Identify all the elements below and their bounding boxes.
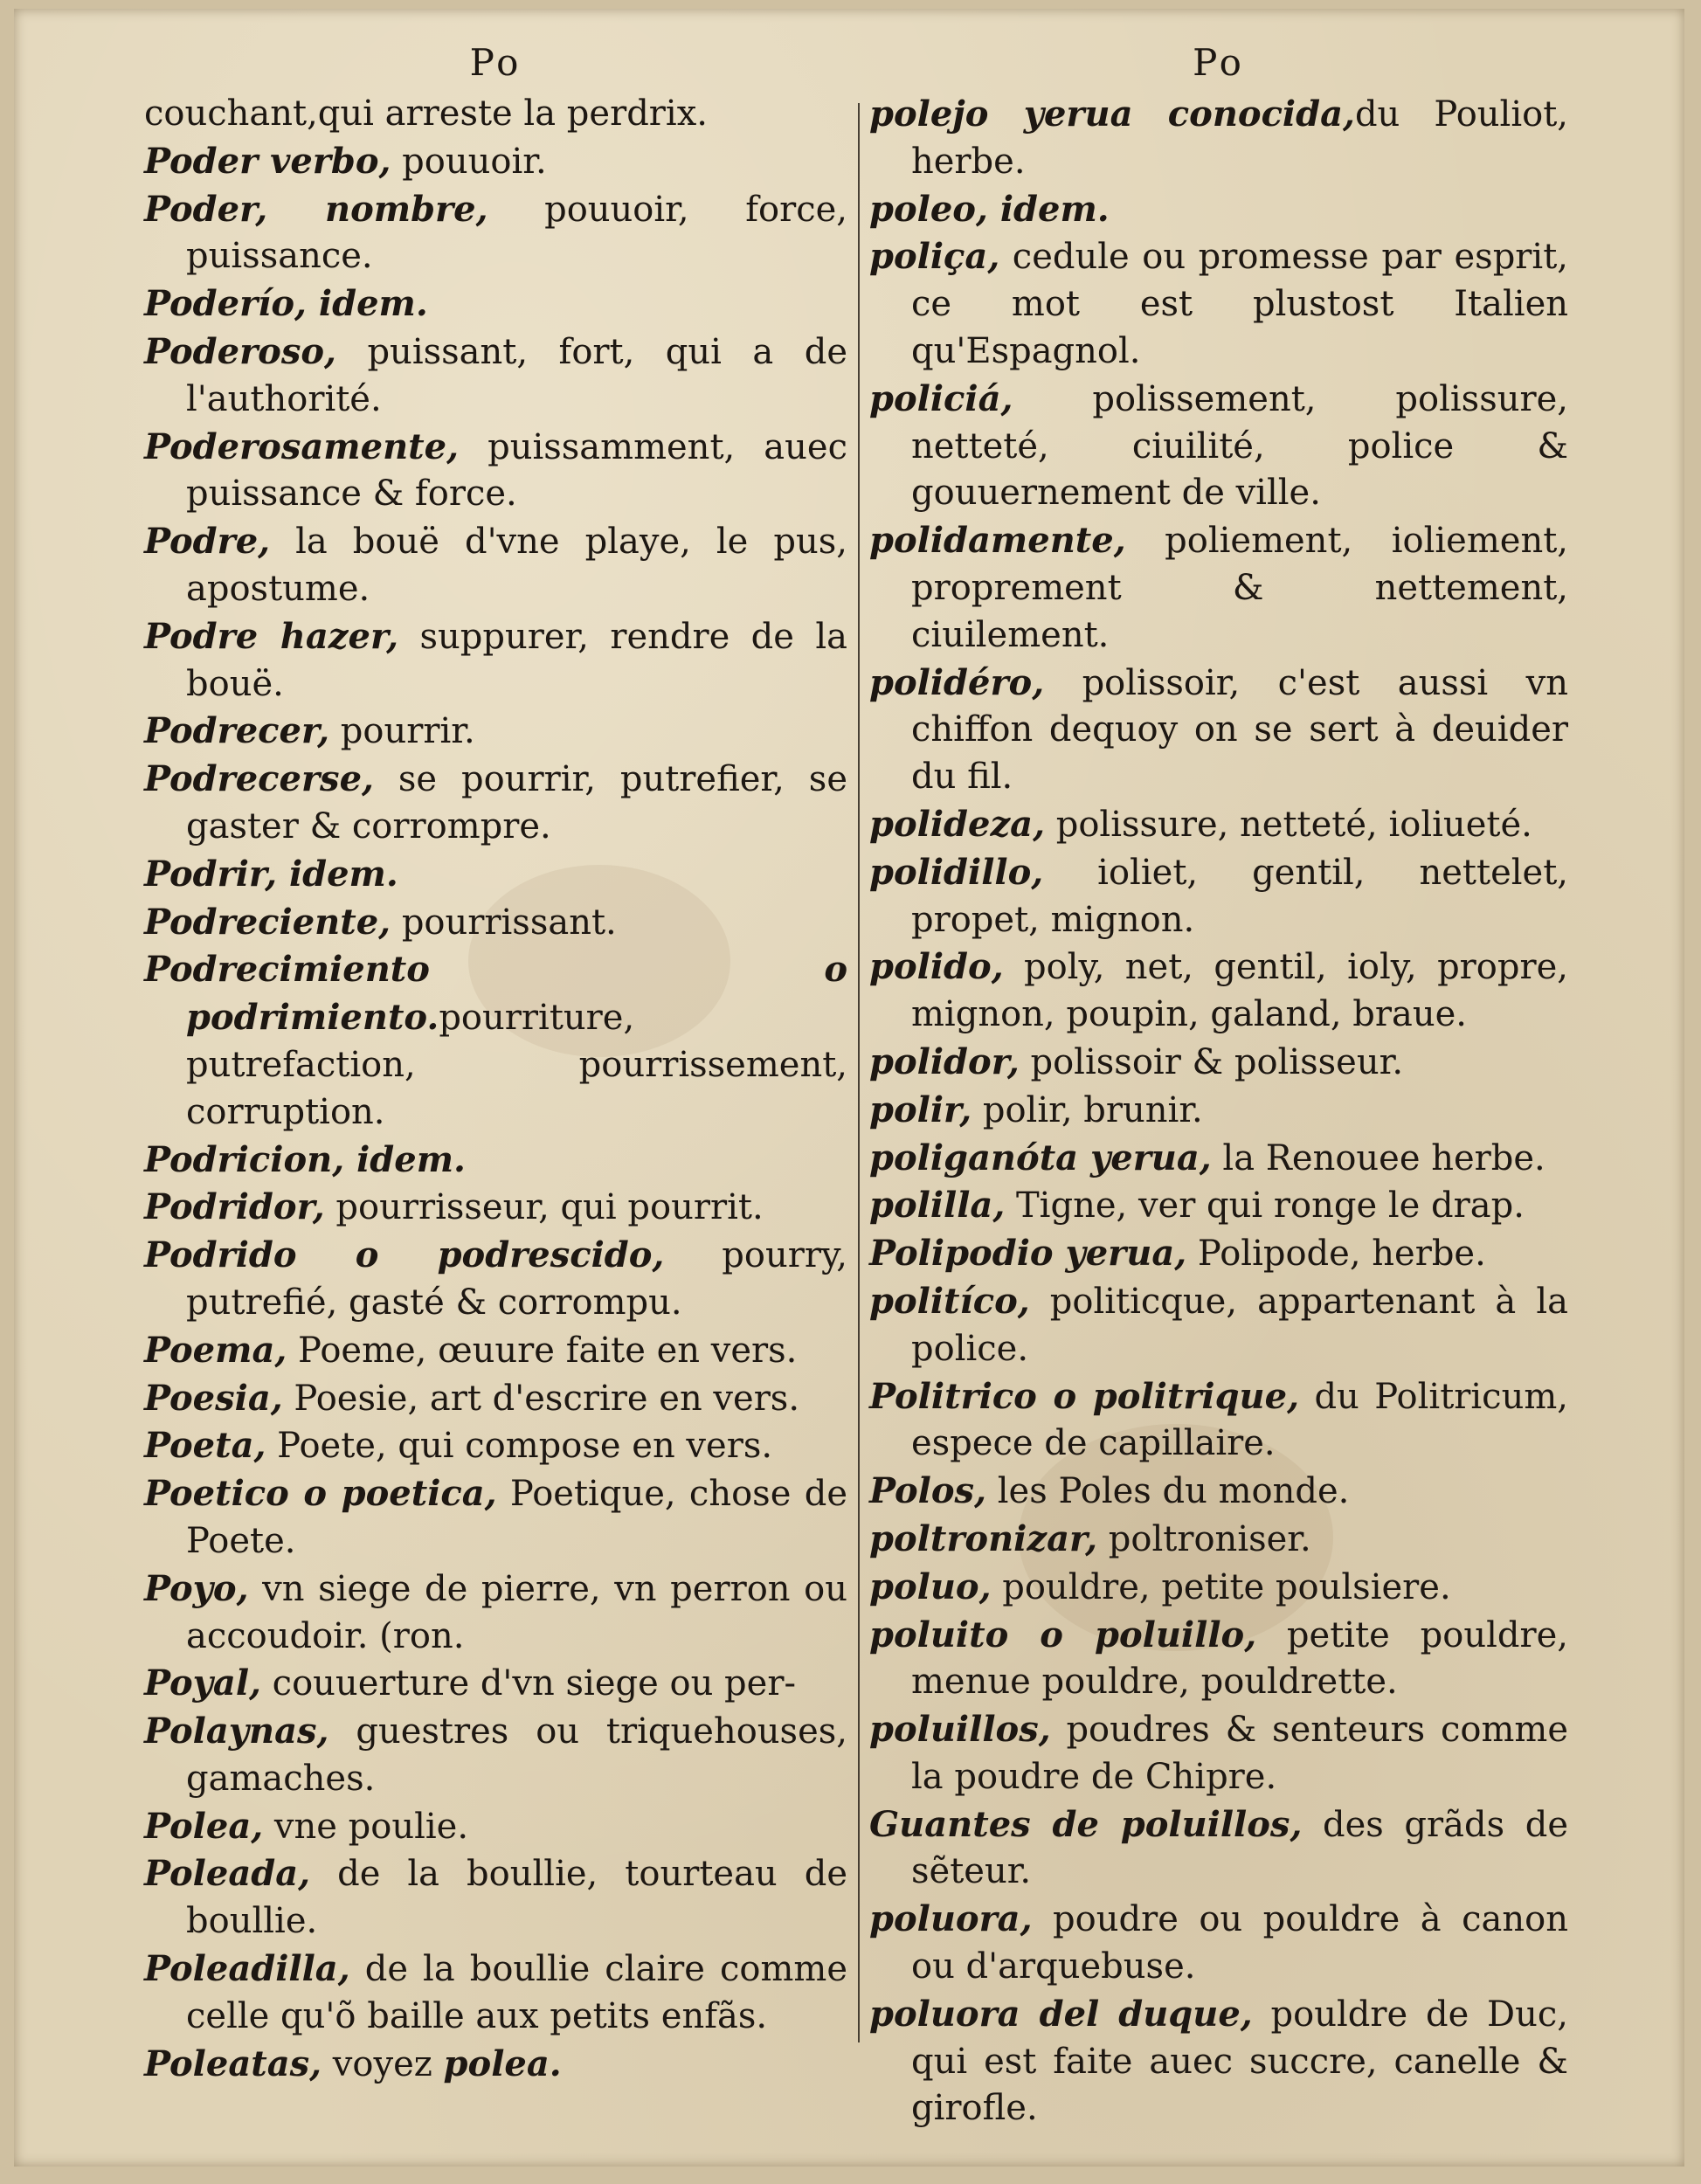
entry-headword: Polaynas, (144, 1711, 329, 1752)
dictionary-entry (144, 1422, 847, 1470)
entry-definition: politicque, appartenant à la police. (911, 1281, 1568, 1369)
entry-headword: Poderío, idem. (144, 283, 428, 325)
entry-definition: poudre ou pouldre à canon ou d'arquebuse. (911, 1899, 1568, 1987)
entry-definition: polissure, netteté, ioliueté. (1045, 804, 1532, 845)
dictionary-entry (144, 1708, 847, 1803)
entry-headword: Podre, (144, 521, 271, 563)
entry-headword: politíco, (869, 1280, 1030, 1322)
dictionary-entry (144, 518, 847, 613)
running-header-left: Po (469, 41, 522, 84)
dictionary-entry (144, 1184, 847, 1232)
entry-headword: Podreciente, (144, 901, 391, 943)
entry-definition: Poeme, œuure faite en vers. (287, 1330, 798, 1371)
dictionary-entry (144, 328, 847, 424)
dictionary-entry (869, 1135, 1568, 1183)
entry-definition: poliement, ioliement, proprement & nettement, ciuilement. (911, 521, 1568, 655)
dictionary-entry (869, 801, 1568, 849)
dictionary-entry (144, 1803, 847, 1851)
entry-headword: Poder verbo, (144, 140, 391, 182)
entry-headword: Podre hazer, (144, 615, 399, 657)
dictionary-entry (144, 1232, 847, 1327)
entry-definition: des grãds de sẽteur. (911, 1804, 1569, 1892)
entry-headword: Polipodio yerua, (869, 1233, 1187, 1275)
dictionary-entry (869, 91, 1568, 186)
dictionary-entry (144, 1946, 847, 2041)
left-column (144, 35, 847, 2088)
entry-headword: Poleatas, (144, 2042, 322, 2084)
entry-headword: poliganóta yerua, (869, 1137, 1212, 1178)
entry-headword: poliça, (869, 236, 1000, 278)
dictionary-entry (869, 1516, 1568, 1564)
entry-headword: Podrir, idem. (144, 853, 398, 895)
entry-headword: Poesia, (144, 1377, 283, 1419)
dictionary-entry (869, 1373, 1568, 1469)
entry-headword: Podricion, idem. (144, 1138, 466, 1180)
entry-definition: vne poulie. (263, 1806, 469, 1847)
entry-definition: poltroniser. (1097, 1518, 1311, 1559)
entry-definition: la bouë d'vne playe, le pus, apostume. (186, 522, 847, 609)
entry-headword: Guantes de poluillos, (869, 1803, 1303, 1845)
dictionary-entry (144, 946, 847, 1136)
entry-definition: pourriture, putrefaction, pourrissement, corruption. (186, 998, 847, 1132)
entry-definition: suppurer, rendre de la bouë. (186, 616, 847, 704)
entry-definition: vn siege de pierre, vn perron ou accoudoir. (ron. (186, 1568, 847, 1656)
dictionary-entry (144, 1375, 847, 1423)
entry-definition: polissoir & polisseur. (1019, 1041, 1404, 1082)
dictionary-entry (144, 899, 847, 947)
dictionary-entry (144, 708, 847, 756)
entry-definition: Poetique, chose de Poete. (186, 1474, 847, 1561)
entry-headword: Poetico o poetica, (144, 1473, 497, 1515)
entry-definition: pourry, putrefié, gasté & corrompu. (186, 1235, 847, 1323)
entry-headword: poluora del duque, (869, 1993, 1253, 2035)
entry-definition: Polipode, herbe. (1186, 1234, 1486, 1275)
entry-headword: Podrecimiento o podrimiento. (144, 949, 847, 1039)
dictionary-entry (869, 1991, 1568, 2132)
entry-definition: pourrir. (329, 711, 475, 752)
entry-headword: polejo yerua conocida, (869, 93, 1355, 135)
dictionary-entry (144, 1470, 847, 1565)
entry-definition: voyez (322, 2043, 444, 2084)
entry-headword: polilla, (869, 1185, 1006, 1227)
entry-definition: pourrisseur, qui pourrit. (324, 1187, 764, 1228)
dictionary-entry (869, 1087, 1568, 1135)
entry-definition: polir, brunir. (972, 1089, 1203, 1130)
left-entries (144, 91, 847, 2088)
entry-definition: pouuoir. (391, 141, 547, 182)
dictionary-entry (869, 660, 1568, 801)
entry-definition: pouldre de Duc, qui est faite auec succre, canelle & girofle. (911, 1994, 1568, 2129)
entry-headword: Poeta, (144, 1425, 266, 1467)
dictionary-entry (869, 186, 1568, 234)
entry-definition: pourrissant. (391, 902, 617, 943)
entry-headword: Politrico o politrique, (869, 1375, 1300, 1417)
dictionary-entry (144, 138, 847, 186)
entry-definition: puissamment, auec puissance & force. (186, 426, 847, 515)
dictionary-entry (869, 1896, 1568, 1991)
entry-definition: pouuoir, force, puissance. (186, 189, 847, 277)
dictionary-entry (144, 2041, 847, 2089)
dictionary-entry (144, 186, 847, 281)
entry-definition: polissement, polissure, netteté, ciuilité, police & gouuernement de ville. (911, 378, 1568, 514)
entry-definition: du Pouliot, herbe. (911, 94, 1568, 182)
entry-headword: polidillo, (869, 851, 1044, 893)
entry-headword: Polos, (869, 1470, 987, 1512)
entry-definition: de la boullie claire comme celle qu'õ baille aux petits enfãs. (186, 1949, 847, 2036)
dictionary-entry (144, 613, 847, 708)
entry-definition: de la boullie, tourteau de boullie. (186, 1854, 847, 1942)
entry-headword: Podrecer, (144, 710, 330, 752)
dictionary-entry (869, 1612, 1568, 1707)
entry-definition: poudres & senteurs comme la poudre de Chipre. (911, 1710, 1568, 1797)
entry-headword: poluo, (869, 1565, 992, 1607)
dictionary-entry (144, 280, 847, 328)
dictionary-entry (144, 1137, 847, 1185)
entry-headword: Podrecerse, (144, 758, 374, 800)
dictionary-entry (144, 1660, 847, 1708)
entry-headword: Poder, nombre, (144, 188, 488, 230)
entry-headword: Podridor, (144, 1186, 325, 1228)
entry-headword: Podrido o podrescido, (144, 1234, 665, 1276)
dictionary-entry (869, 943, 1568, 1039)
entry-headword: polideza, (869, 803, 1046, 845)
entry-definition: Poete, qui compose en vers. (266, 1426, 773, 1467)
entry-headword: Poema, (144, 1329, 287, 1371)
dictionary-entry (144, 1850, 847, 1946)
entry-definition: Tigne, ver qui ronge le drap. (1005, 1185, 1525, 1227)
entry-definition: cedule ou promesse par esprit, ce mot est plustost Italien qu'Espagnol. (911, 237, 1568, 371)
entry-definition: guestres ou triquehouses, gamaches. (186, 1711, 847, 1799)
entry-headword: Poderoso, (144, 330, 336, 372)
dictionary-entry (144, 756, 847, 851)
entry-headword: Poyo, (144, 1567, 249, 1609)
entry-headword: poluora, (869, 1898, 1033, 1940)
entry-headword: poleo, idem. (869, 188, 1110, 230)
running-header-right: Po (1193, 41, 1245, 84)
dictionary-entry (144, 851, 847, 899)
entry-headword: poltronizar, (869, 1517, 1098, 1559)
entry-definition: Poesie, art d'escrire en vers. (282, 1378, 800, 1419)
dictionary-entry (869, 376, 1568, 517)
dictionary-entry (144, 1565, 847, 1661)
column-divider (858, 103, 860, 2042)
entry-headword: polidor, (869, 1040, 1020, 1082)
entry-cross-reference: polea. (443, 2042, 562, 2084)
dictionary-entry (869, 1039, 1568, 1087)
entry-definition: les Poles du monde. (986, 1471, 1350, 1512)
entry-headword: poluillos, (869, 1709, 1051, 1751)
entry-definition: couuerture d'vn siege ou per- (260, 1663, 796, 1704)
dictionary-entry (144, 91, 847, 138)
right-entries (869, 91, 1568, 2132)
entry-headword: Poleadilla, (144, 1948, 350, 1990)
entry-definition: polissoir, c'est aussi vn chiffon dequoy on se sert à deuider du fil. (911, 662, 1568, 798)
entry-headword: polidamente, (869, 520, 1126, 562)
dictionary-entry (144, 1327, 847, 1375)
entry-headword: polidéro, (869, 661, 1045, 703)
entry-definition: couchant,qui arreste la perdrix. (144, 93, 708, 134)
entry-definition: du Politricum, espece de capillaire. (911, 1376, 1568, 1464)
entry-definition: la Renouee herbe. (1211, 1137, 1545, 1178)
entry-headword: Poderosamente, (144, 425, 459, 467)
entry-headword: Poyal, (144, 1662, 261, 1704)
entry-headword: poluito o poluillo, (869, 1614, 1257, 1655)
entry-definition: puissant, fort, qui a de l'authorité. (186, 331, 847, 419)
entry-definition: ioliet, gentil, nettelet, propet, mignon. (911, 852, 1568, 940)
entry-headword: policiá, (869, 377, 1013, 419)
dictionary-entry (869, 1182, 1568, 1230)
entry-headword: Polea, (144, 1805, 264, 1847)
dictionary-entry (144, 424, 847, 519)
entry-definition: petite pouldre, menue pouldre, pouldrette. (911, 1614, 1568, 1703)
dictionary-entry (869, 1706, 1568, 1801)
entry-definition: poly, net, gentil, ioly, propre, mignon, poupin, galand, braue. (911, 947, 1568, 1035)
dictionary-entry (869, 849, 1568, 944)
entry-headword: polir, (869, 1089, 972, 1130)
dictionary-entry (869, 1230, 1568, 1278)
dictionary-entry (869, 1564, 1568, 1612)
dictionary-entry (869, 1278, 1568, 1373)
entry-definition: pouldre, petite poulsiere. (991, 1566, 1451, 1607)
dictionary-entry (869, 1468, 1568, 1516)
entry-headword: polido, (869, 946, 1004, 988)
entry-definition: se pourrir, putrefier, se gaster & corrompre. (186, 759, 847, 847)
right-column (869, 35, 1568, 2132)
dictionary-entry (869, 233, 1568, 375)
entry-headword: Poleada, (144, 1853, 311, 1895)
dictionary-entry (869, 517, 1568, 659)
dictionary-entry (869, 1801, 1568, 1897)
